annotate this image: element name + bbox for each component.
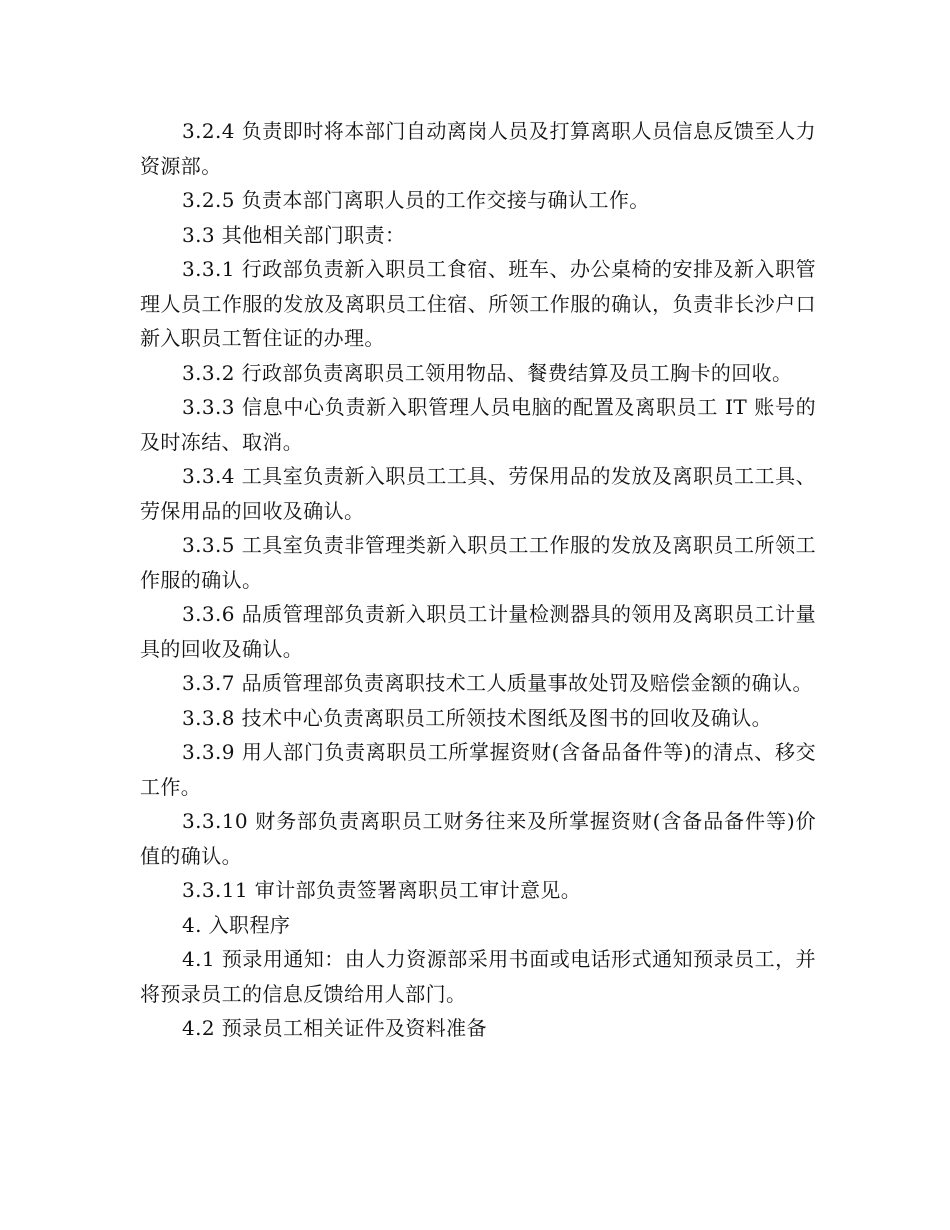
paragraph-3-3-9: 3.3.9 用人部门负责离职员工所掌握资财(含备品备件等)的清点、移交工作。 <box>140 740 816 799</box>
paragraph-3-3: 3.3 其他相关部门职责： <box>182 222 406 247</box>
document-body <box>140 114 816 1046</box>
section-heading-4: 4. 入职程序 <box>182 912 291 937</box>
paragraph-4-1: 4.1 预录用通知：由人力资源部采用书面或电话形式通知预录员工，并将预录员工的信息反馈给用人部门。 <box>140 947 816 1006</box>
paragraph-3-3-7: 3.3.7 品质管理部负责离职技术工人质量事故处罚及赔偿金额的确认。 <box>182 671 813 695</box>
paragraph-3-3-8: 3.3.8 技术中心负责离职员工所领技术图纸及图书的回收及确认。 <box>182 705 773 730</box>
paragraph-3-3-11: 3.3.11 审计部负责签署离职员工审计意见。 <box>182 878 582 902</box>
paragraph-4-2: 4.2 预录员工相关证件及资料准备 <box>182 1016 487 1040</box>
paragraph-3-2-4: 3.2.4 负责即时将本部门自动离岗人员及打算离职人员信息反馈至人力资源部。 <box>140 119 816 178</box>
paragraph-3-3-2: 3.3.2 行政部负责离职员工领用物品、餐费结算及员工胸卡的回收。 <box>182 360 793 385</box>
paragraph-3-2-5: 3.2.5 负责本部门离职人员的工作交接与确认工作。 <box>182 188 650 212</box>
paragraph-3-3-10: 3.3.10 财务部负责离职员工财务往来及所掌握资财(含备品备件等)价值的确认。 <box>140 809 816 868</box>
paragraph-3-3-5: 3.3.5 工具室负责非管理类新入职员工工作服的发放及离职员工所领工作服的确认。 <box>140 533 816 592</box>
paragraph-3-3-4: 3.3.4 工具室负责新入职员工工具、劳保用品的发放及离职员工工具、劳保用品的回收及确认。 <box>140 464 816 523</box>
paragraph-3-3-6: 3.3.6 品质管理部负责新入职员工计量检测器具的领用及离职员工计量具的回收及确认。 <box>140 602 816 661</box>
paragraph-3-3-1: 3.3.1 行政部负责新入职员工食宿、班车、办公桌椅的安排及新入职管理人员工作服的发放及离职员工住宿、所领工作服的确认，负责非长沙户口新入职员工暂住证的办理。 <box>140 257 816 350</box>
paragraph-3-3-3: 3.3.3 信息中心负责新入职管理人员电脑的配置及离职员工 IT 账号的及时冻结、取消。 <box>140 395 816 454</box>
